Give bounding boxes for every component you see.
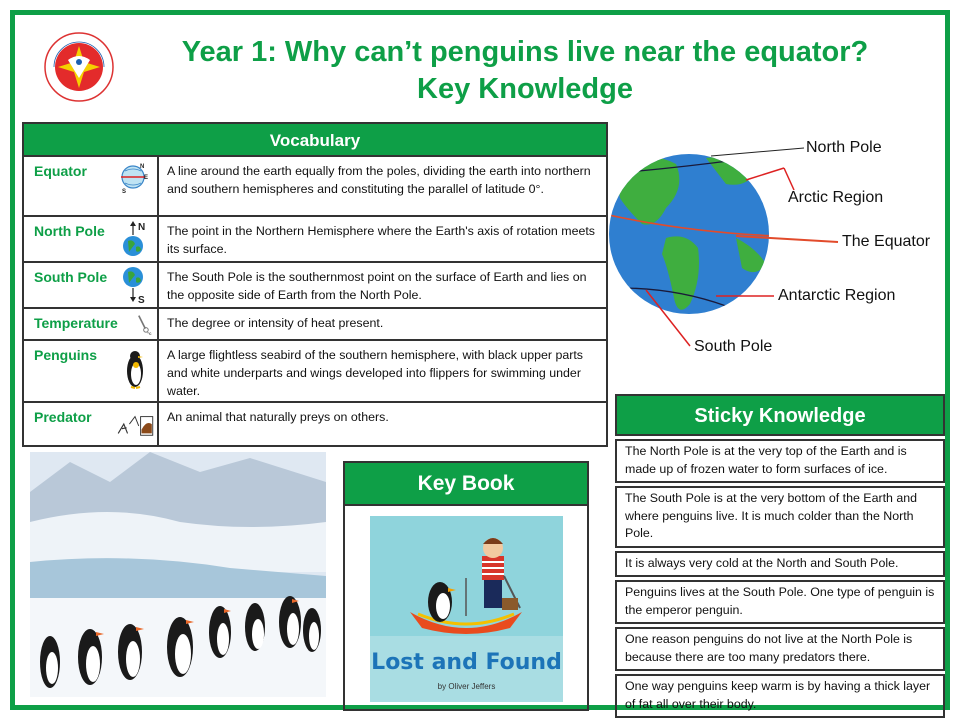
key-book-panel — [343, 461, 589, 711]
globe-south-icon — [121, 265, 149, 305]
svg-text:S: S — [122, 189, 127, 195]
label-north-pole: North Pole — [806, 139, 882, 156]
book-cover — [370, 516, 563, 702]
key-book-heading: Key Book — [345, 463, 587, 506]
svg-text:E: E — [144, 175, 149, 181]
vocabulary-table — [22, 122, 608, 447]
book-author: by Oliver Jeffers — [437, 682, 496, 691]
page-title-line1: Year 1: Why can’t penguins live near the equator? — [181, 36, 869, 68]
vocab-row-equator — [24, 157, 606, 217]
penguin-icon — [121, 347, 149, 391]
label-arctic-region: Arctic Region — [788, 189, 884, 206]
sticky-item: It is always very cold at the North and South Pole. — [615, 551, 945, 578]
vocabulary-heading: Vocabulary — [24, 124, 606, 157]
vocab-term: Temperature — [34, 315, 118, 331]
penguin-photo — [30, 452, 326, 697]
svg-text:N: N — [138, 222, 146, 233]
label-south-pole: South Pole — [694, 338, 773, 355]
vocab-row-temperature — [24, 309, 606, 341]
label-antarctic-region: Antarctic Region — [778, 287, 896, 304]
predator-icon — [115, 411, 155, 439]
vocab-row-predator — [24, 403, 606, 445]
vocab-term: North Pole — [34, 223, 105, 239]
vocab-definition: A large flightless seabird of the southern hemisphere, with black upper parts and white underparts and wings developed into flippers for swimming under water. — [167, 348, 584, 398]
sticky-knowledge-panel — [615, 394, 945, 718]
thermometer-icon — [133, 313, 155, 339]
globe-north-icon — [121, 219, 149, 259]
vocab-term: Equator — [34, 163, 87, 179]
school-logo — [44, 32, 114, 102]
sticky-item: One reason penguins do not live at the North Pole is because there are too many predators there. — [615, 627, 945, 671]
sticky-item: One way penguins keep warm is by having a thick layer of fat all over their body. — [615, 674, 945, 718]
sticky-knowledge-heading: Sticky Knowledge — [615, 394, 945, 436]
page-title — [110, 34, 940, 108]
book-title: Lost and Found — [371, 650, 562, 675]
svg-text:N: N — [140, 164, 145, 170]
svg-text:S: S — [138, 295, 145, 305]
vocab-term: Predator — [34, 409, 92, 425]
label-equator: The Equator — [842, 233, 931, 250]
vocab-definition: The degree or intensity of heat present. — [167, 316, 384, 330]
vocab-term: Penguins — [34, 347, 98, 363]
vocab-definition: The South Pole is the southernmost point on the surface of Earth and lies on the opposite side of Earth from the North Pole. — [167, 270, 587, 302]
vocab-definition: A line around the earth equally from the poles, dividing the earth into northern and southern hemispheres and constituting the parallel of latitude 0°. — [167, 164, 591, 196]
vocab-definition: The point in the Northern Hemisphere where the Earth's axis of rotation meets its surface. — [167, 224, 595, 256]
vocab-term: South Pole — [34, 269, 108, 285]
vocab-row-south-pole — [24, 263, 606, 309]
sticky-item: The South Pole is at the very bottom of the Earth and where penguins live. It is much colder than the North Pole. — [615, 486, 945, 548]
sticky-item: The North Pole is at the very top of the Earth and is made up of frozen water to form surfaces of ice. — [615, 439, 945, 483]
vocab-row-penguins — [24, 341, 606, 403]
svg-text:°c: °c — [147, 331, 152, 337]
vocab-row-north-pole — [24, 217, 606, 263]
vocab-definition: An animal that naturally preys on others. — [167, 410, 389, 424]
sticky-item: Penguins lives at the South Pole. One type of penguin is the emperor penguin. — [615, 580, 945, 624]
earth-diagram — [606, 128, 950, 360]
globe-equator-icon — [119, 161, 149, 201]
page-title-line2: Key Knowledge — [417, 73, 633, 105]
